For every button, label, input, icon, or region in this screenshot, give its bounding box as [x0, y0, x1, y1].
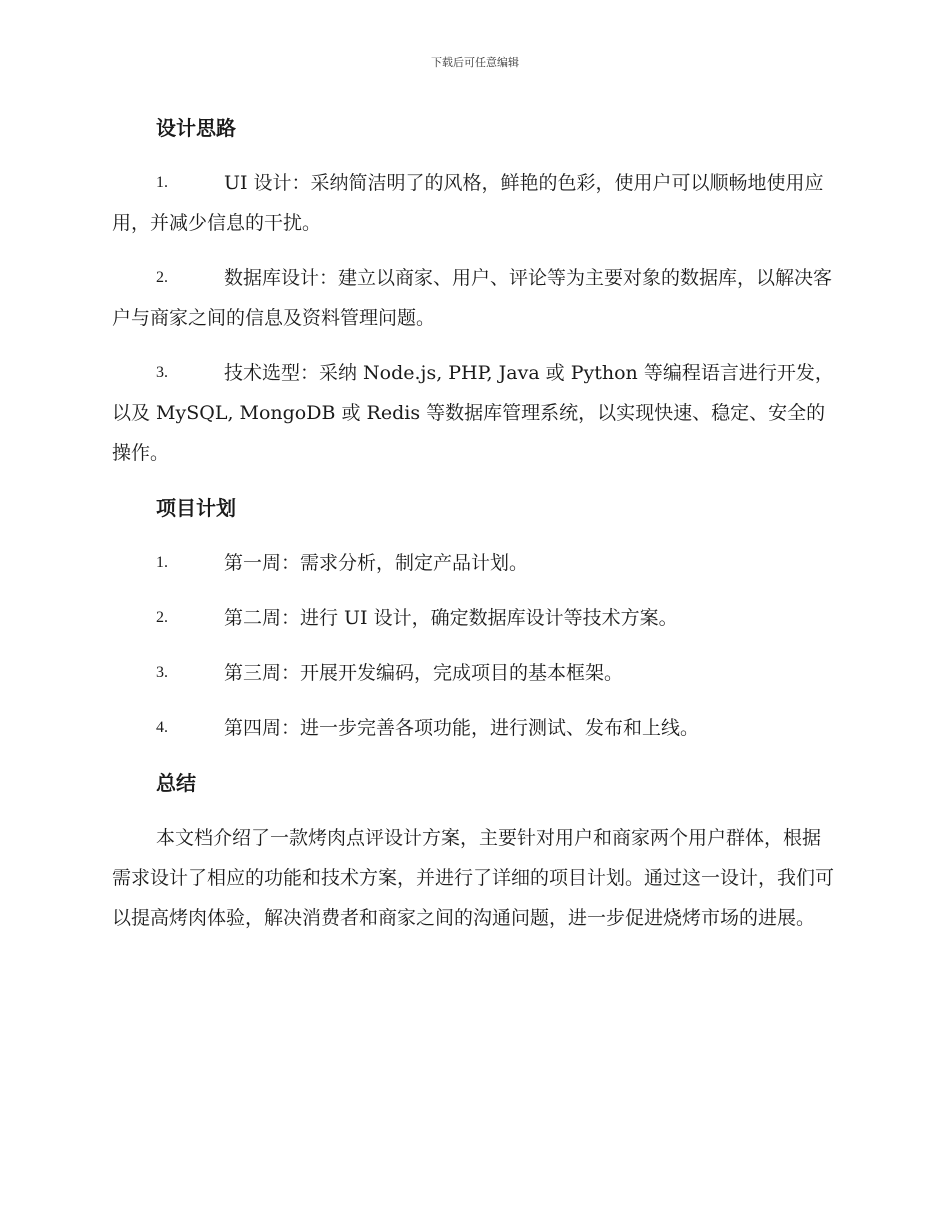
- section-title-summary: 总结: [156, 771, 196, 795]
- list-number: 1.: [156, 174, 168, 191]
- list-item: [112, 353, 838, 473]
- section-title-plan: 项目计划: [156, 496, 236, 520]
- list-number: 4.: [156, 719, 168, 736]
- list-item: [112, 543, 838, 583]
- list-text: 技术选型：采纳 Node.js, PHP, Java 或 Python 等编程语言进行开发，以及 MySQL, MongoDB 或 Redis 等数据库管理系统，以实现快速、稳定、安全的操作。: [112, 362, 834, 464]
- list-number: 2.: [156, 609, 168, 626]
- list-text: 第四周：进一步完善各项功能，进行测试、发布和上线。: [224, 717, 700, 739]
- summary-paragraph: 本文档介绍了一款烤肉点评设计方案，主要针对用户和商家两个用户群体，根据需求设计了相应的功能和技术方案，并进行了详细的项目计划。通过这一设计，我们可以提高烤肉体验，解决消费者和商家之间的沟通问题，进一步促进烧烤市场的进展。: [112, 827, 835, 929]
- section-title-design: 设计思路: [156, 116, 236, 140]
- document-body: [112, 108, 838, 938]
- list-item: [112, 598, 838, 638]
- list-number: 3.: [156, 664, 168, 681]
- list-text: 数据库设计：建立以商家、用户、评论等为主要对象的数据库，以解决客户与商家之间的信息及资料管理问题。: [112, 267, 833, 329]
- list-number: 1.: [156, 554, 168, 571]
- list-text: 第一周：需求分析，制定产品计划。: [224, 552, 529, 574]
- page-header: 下载后可任意编辑: [431, 56, 519, 69]
- list-number: 2.: [156, 269, 168, 286]
- list-item: [112, 708, 838, 748]
- list-text: 第二周：进行 UI 设计，确定数据库设计等技术方案。: [224, 607, 678, 629]
- list-item: [112, 163, 838, 243]
- list-text: 第三周：开展开发编码，完成项目的基本框架。: [224, 662, 624, 684]
- list-number: 3.: [156, 364, 168, 381]
- list-item: [112, 258, 838, 338]
- list-text: UI 设计：采纳简洁明了的风格，鲜艳的色彩，使用户可以顺畅地使用应用，并减少信息的干扰。: [112, 172, 824, 234]
- list-item: [112, 653, 838, 693]
